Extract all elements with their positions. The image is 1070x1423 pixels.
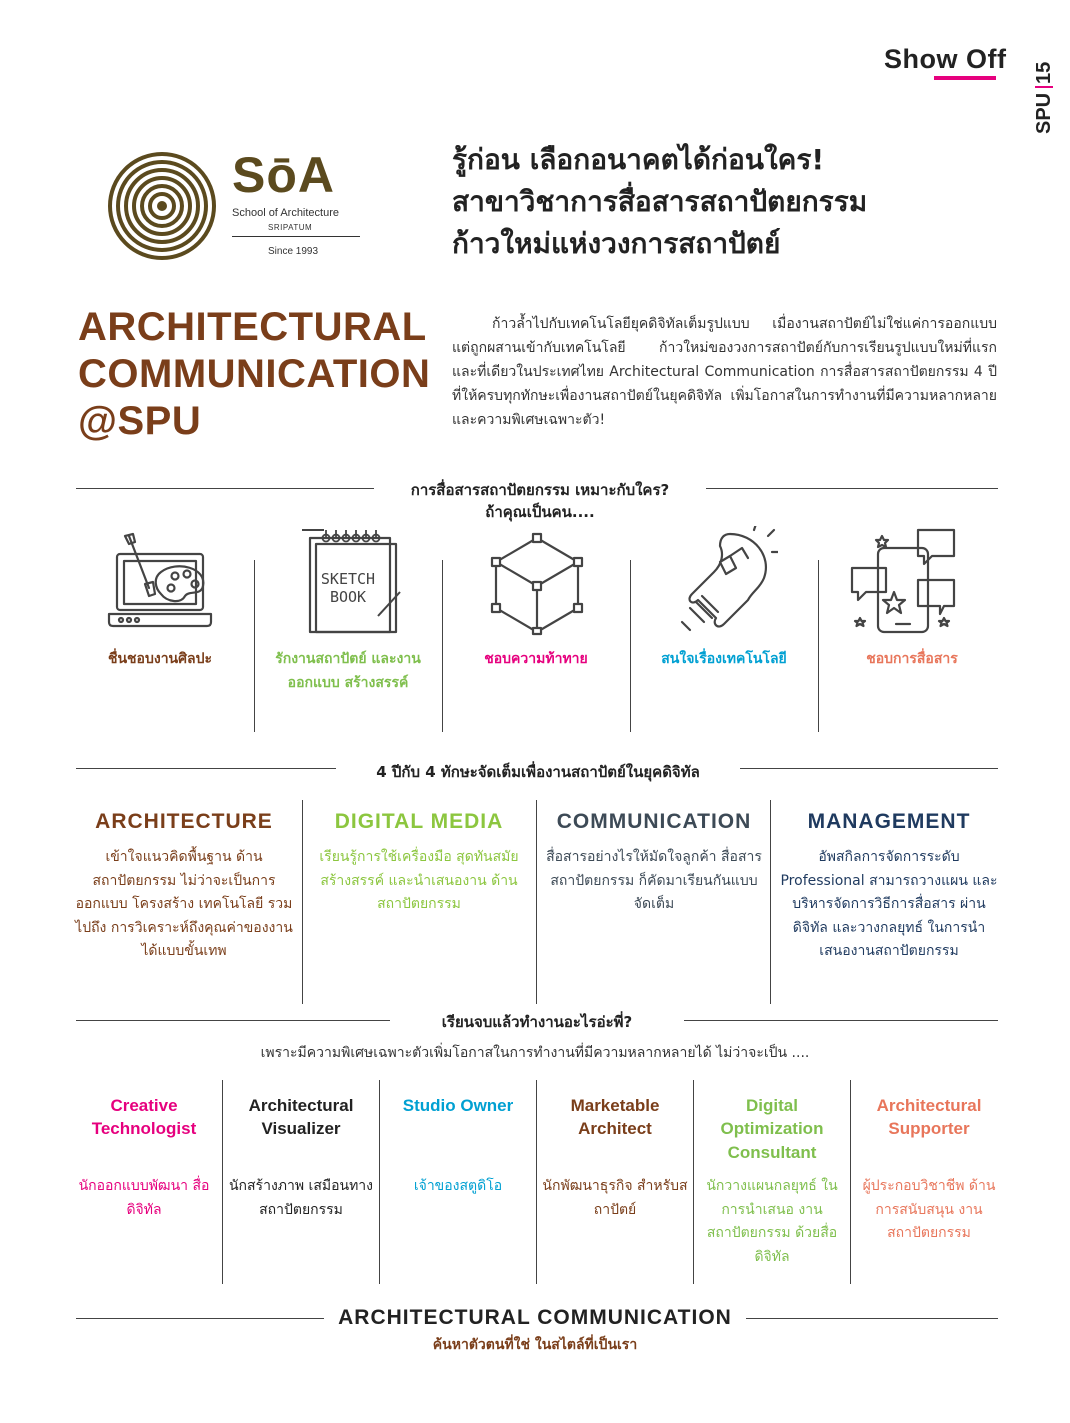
page-folio (1020, 56, 1064, 136)
career-title-3: Studio Owner (402, 1096, 514, 1115)
headline-line-2: สาขาวิชาการสื่อสารสถาปัตยกรรม (452, 185, 868, 218)
program-title-line-1: ARCHITECTURAL (78, 305, 427, 349)
audience-heading: การสื่อสารสถาปัตยกรรม เหมาะกับใคร? (410, 481, 670, 499)
column-divider (254, 560, 255, 732)
section-rule (684, 1020, 998, 1021)
column-divider (693, 1080, 694, 1284)
logo-divider (232, 236, 360, 237)
headline-line-3: ก้าวใหม่แห่งวงการสถาปัตย์ (452, 227, 781, 260)
page-number: 15 (1033, 61, 1055, 84)
career-desc-1: นักออกแบบพัฒนา สื่อดิจิทัล (78, 1178, 210, 1218)
skill-title-architecture: ARCHITECTURE (95, 810, 273, 833)
sketchbook-label-2: BOOK (329, 588, 367, 606)
section-label-underline (934, 76, 996, 80)
sketchbook-icon (296, 526, 406, 636)
skill-desc-architecture: เข้าใจแนวคิดพื้นฐาน ด้านสถาปัตยกรรม ไม่ว่าจะเป็นการออกแบบ โครงสร้าง เทคโนโลยี รวมไปถึง การวิเคราะห์ถึงคุณค่าของงาน ได้แบบขั้นเทพ (75, 849, 293, 960)
headline-line-1: รู้ก่อน เลือกอนาคตได้ก่อนใคร! (452, 143, 825, 176)
career-title-1: Creative Technologist (91, 1096, 197, 1139)
section-rule (706, 488, 998, 489)
skill-title-digital-media: DIGITAL MEDIA (334, 810, 504, 833)
logo-subtitle: School of Architecture (232, 207, 340, 219)
audience-trait-5: ชอบการสื่อสาร (866, 651, 958, 667)
magazine-name: SPU (1033, 92, 1055, 134)
column-divider (818, 560, 819, 732)
logo-since: Since 1993 (268, 246, 319, 257)
column-divider (379, 1080, 380, 1284)
cube-icon (482, 528, 592, 638)
program-title-line-3: @SPU (78, 399, 202, 444)
skill-desc-management: อัพสกิลการจัดการระดับ Professional สามารถวางแผน และบริหารจัดการวิธีการสื่อสาร ผ่านดิจิทัล และวางกลยุทธ์ ในการนำเสนองานสถาปัตยกรรม (780, 849, 998, 960)
career-desc-3: เจ้าของสตูดิโอ (413, 1178, 503, 1194)
column-divider (442, 560, 443, 732)
careers-subheading: เพราะมีความพิเศษเฉพาะตัวเพิ่มโอกาสในการทำงานที่มีความหลากหลายได้ ไม่ว่าจะเป็น .... (260, 1045, 810, 1061)
audience-trait-2: รักงานสถาปัตย์ และงานออกแบบ สร้างสรรค์ (275, 651, 421, 691)
program-title-line-2: COMMUNICATION (78, 352, 431, 397)
lightbulb-icon (668, 526, 778, 636)
skill-title-management: MANAGEMENT (807, 810, 971, 833)
audience-trait-3: ชอบความท้าทาย (484, 651, 588, 667)
section-rule (76, 768, 336, 769)
skill-desc-communication: สื่อสารอย่างไรให้มัดใจลูกค้า สื่อสารสถาปัตยกรรม ก็คัดมาเรียนกันแบบจัดเต็ม (546, 849, 762, 913)
sketchbook-label-1: SKETCH (320, 570, 376, 588)
career-desc-2: นักสร้างภาพ เสมือนทาง สถาปัตยกรรม (228, 1178, 374, 1218)
program-title (78, 304, 430, 446)
career-title-4: Marketable Architect (570, 1096, 660, 1139)
audience-trait-4: สนใจเรื่องเทคโนโลยี (661, 651, 787, 667)
skill-title-communication: COMMUNICATION (556, 810, 752, 833)
footer-tagline: ค้นหาตัวตนที่ใช่ ในสไตล์ที่เป็นเรา (432, 1337, 638, 1353)
logo-university: SRIPATUM (268, 223, 313, 232)
column-divider (630, 560, 631, 732)
column-divider (770, 800, 771, 1004)
skill-desc-digital-media: เรียนรู้การใช้เครื่องมือ สุดทันสมัย สร้างสรรค์ และนำเสนองาน ด้านสถาปัตยกรรม (319, 849, 519, 913)
career-title-5: Digital Optimization Consultant (720, 1096, 824, 1162)
career-title-2: Architectural Visualizer (248, 1096, 354, 1139)
column-divider (850, 1080, 851, 1284)
career-desc-5: นักวางแผนกลยุทธ์ ในการนำเสนอ งานสถาปัตยกรรม ด้วยสื่อดิจิทัล (706, 1178, 838, 1265)
intro-paragraph: ก้าวล้ำไปกับเทคโนโลยียุคดิจิทัลเต็มรูปแบบ เมื่องานสถาปัตย์ไม่ใช่แค่การออกแบบ แต่ถูกผสานเข้ากับเทคโนโลยี ก้าวใหม่ของวงการสถาปัตย์กับการเรียนรูปแบบใหม่ที่แรก และที่เดียวในประเทศไทย Architectural Communication การสื่อสารสถาปัตยกรรม 4 ปีที่ให้ครบทุกทักษะเพื่องานสถาปัตย์ในยุคดิจิทัล เพิ่มโอกาสในการทำงานที่มีความหลากหลาย และความพิเศษเฉพาะตัว! (452, 316, 997, 429)
careers-heading: เรียนจบแล้วทำงานอะไรอ่ะพี่? (441, 1013, 633, 1031)
column-divider (536, 800, 537, 1004)
logo-wordmark: SōA (232, 147, 335, 203)
career-desc-6: ผู้ประกอบวิชาชีพ ด้านการสนับสนุน งานสถาปัตยกรรม (862, 1178, 996, 1242)
chat-phone-icon (848, 526, 958, 636)
column-divider (536, 1080, 537, 1284)
column-divider (302, 800, 303, 1004)
section-rule (740, 768, 998, 769)
skills-heading: 4 ปีกับ 4 ทักษะจัดเต็มเพื่องานสถาปัตย์ในยุคดิจิทัล (376, 763, 700, 781)
soa-logo-mark (106, 150, 218, 262)
audience-subheading: ถ้าคุณเป็นคน.... (485, 503, 595, 521)
section-rule (76, 488, 374, 489)
section-label: Show Off (884, 44, 1007, 74)
footer-title: ARCHITECTURAL COMMUNICATION (338, 1306, 732, 1329)
career-desc-4: นักพัฒนาธุรกิจ สำหรับสถาปัตย์ (542, 1178, 688, 1218)
career-title-6: Architectural Supporter (876, 1096, 982, 1139)
section-rule (76, 1020, 390, 1021)
audience-trait-1: ชื่นชอบงานศิลปะ (107, 651, 212, 667)
laptop-palette-icon (105, 530, 215, 640)
column-divider (222, 1080, 223, 1284)
